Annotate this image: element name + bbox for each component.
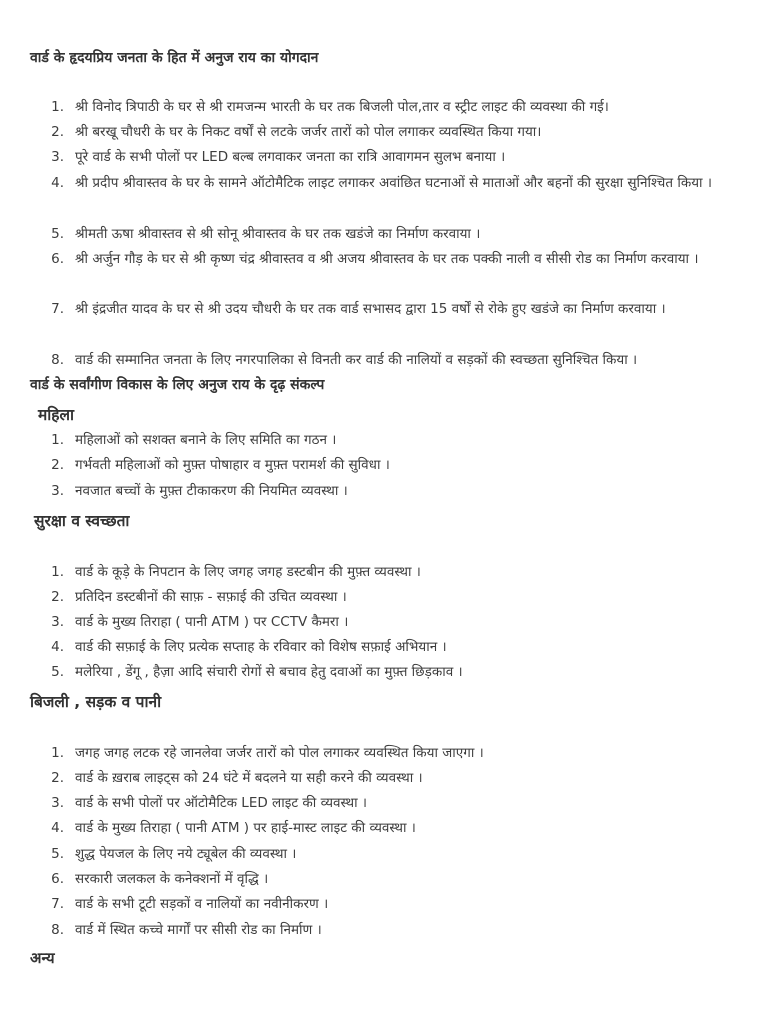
other-heading: अन्य <box>30 949 55 967</box>
list-item-text: गर्भवती महिलाओं को मुफ़्त पोषाहार व मुफ़्त परामर्श की सुविधा । <box>75 457 390 473</box>
list-item-text: श्रीमती ऊषा श्रीवास्तव से श्री सोनू श्रीवास्तव के घर तक खडंजे का निर्माण करवाया । <box>75 226 481 242</box>
utilities-section-title: बिजली , सड़क व पानी <box>30 693 162 711</box>
list-item-text: वार्ड के ख़राब लाइट्स को 24 घंटे में बदलने या सही करने की व्यवस्था । <box>75 770 423 786</box>
list-item-text: वार्ड की सफ़ाई के लिए प्रत्येक सप्ताह के रविवार को विशेष सफ़ाई अभियान । <box>75 639 447 655</box>
list-item-text: वार्ड के सभी टूटी सड़कों व नालियों का नवीनीकरण । <box>75 896 329 912</box>
list-item-text: श्री विनोद त्रिपाठी के घर से श्री रामजन्म भारती के घर तक बिजली पोल,तार व स्ट्रीट लाइट की व्यवस्था की गई। <box>75 99 609 115</box>
resolve-heading: वार्ड के सर्वांगीण विकास के लिए अनुज राय के दृढ़ संकल्प <box>30 377 325 393</box>
list-item-text: श्री बरखू चौधरी के घर के निकट वर्षों से लटके जर्जर तारों को पोल लगाकर व्यवस्थित किया गया। <box>75 124 542 140</box>
list-item-text: वार्ड में स्थित कच्चे मार्गों पर सीसी रोड का निर्माण । <box>75 922 322 938</box>
list-item-text: नवजात बच्चों के मुफ़्त टीकाकरण की नियमित व्यवस्था । <box>75 483 348 499</box>
list-item-text: वार्ड के सभी पोलों पर ऑटोमैटिक LED लाइट की व्यवस्था । <box>75 795 368 811</box>
list-item-text: जगह जगह लटक रहे जानलेवा जर्जर तारों को पोल लगाकर व्यवस्थित किया जाएगा । <box>75 745 484 761</box>
list-item-text: पूरे वार्ड के सभी पोलों पर LED बल्ब लगवाकर जनता का रात्रि आवागमन सुलभ बनाया । <box>75 149 506 165</box>
list-item-text: श्री इंद्रजीत यादव के घर से श्री उदय चौधरी के घर तक वार्ड सभासद द्वारा 15 वर्षों से रोके हुए खडंजे का निर्माण करवाया । <box>75 301 666 317</box>
list-item-text: श्री प्रदीप श्रीवास्तव के घर के सामने ऑटोमैटिक लाइट लगाकर अवांछित घटनाओं से माताओं और बहनों की सुरक्षा सुनिश्चित किया । <box>75 175 712 191</box>
list-item-text: वार्ड के मुख्य तिराहा ( पानी ATM ) पर हाई-मास्ट लाइट की व्यवस्था । <box>75 820 416 836</box>
list-item-text: महिलाओं को सशक्त बनाने के लिए समिति का गठन । <box>75 432 337 448</box>
document-page: वार्ड के हृदयप्रिय जनता के हित में अनुज राय का योगदान 1. श्री विनोद त्रिपाठी के घर से श्री रामजन्म भारती के घर तक बिजली पोल,तार व स्ट्रीट लाइट की व्यवस्था की गई। 2. श्री बरखू चौधरी के घर के निकट वर्षों से लटके जर्जर तारों को पोल लगाकर व्यवस्थित किया गया। 3. पूरे वार्ड के सभी पोलों पर LED बल्ब लगवाकर जनता का रात्रि आवागमन सुलभ बनाया । 4. श्री प्रदीप श्रीवास्तव के घर के सामने ऑटोमैटिक लाइट लगाकर अवांछित घटनाओं से माताओं और बहनों की सुरक्षा सुनिश्चित किया । 5. श्रीमती ऊषा श्रीवास्तव से श्री सोनू श्रीवास्तव के घर तक खडंजे का निर्माण करवाया । 6. श्री अर्जुन गौड़ के घर से श्री कृष्ण चंद्र श्रीवास्तव व श्री अजय श्रीवास्तव के घर तक पक्की नाली व सीसी रोड का निर्माण करवाया । 7. श्री इंद्रजीत यादव के घर से श्री उदय चौधरी के घर तक वार्ड सभासद द्वारा 15 वर्षों से रोके हुए खडंजे का निर्माण करवाया । 8. वार्ड की सम्मानित जनता के लिए नगरपालिका से विनती कर वार्ड की नालियों व सड़कों की स्वच्छता सुनिश्चित किया । वार्ड के सर्वांगीण विकास के लिए अनुज राय के दृढ़ संकल्प महिला 1. महिलाओं को सशक्त बनाने के लिए समिति का गठन । 2. गर्भवती महिलाओं को मुफ़्त पोषाहार व मुफ़्त परामर्श की सुविधा । 3. नवजात बच्चों के मुफ़्त टीकाकरण की नियमित व्यवस्था । सुरक्षा व स्वच्छता 1. वार्ड के कूड़े के निपटान के लिए जगह जगह डस्टबीन की मुफ़्त व्यवस्था । 2. प्रतिदिन डस्टबीनों की साफ़ - सफ़ाई की उचित व्यवस्था । 3. वार्ड के मुख्य तिराहा ( पानी ATM ) पर CCTV कैमरा । 4. वार्ड की सफ़ाई के लिए प्रत्येक सप्ताह के रविवार को विशेष सफ़ाई अभियान । 5. मलेरिया , डेंगू , हैज़ा आदि संचारी रोगों से बचाव हेतु दवाओं का मुफ़्त छिड़काव । बिजली , सड़क व पानी 1. जगह जगह लटक रहे जानलेवा जर्जर तारों को पोल लगाकर व्यवस्थित किया जाएगा । 2. वार्ड के ख़राब लाइट्स को 24 घंटे में बदलने या सही करने की व्यवस्था । 3. वार्ड के सभी पोलों पर ऑटोमैटिक LED लाइट की व्यवस्था । 4. वार्ड के मुख्य तिराहा ( पानी ATM ) पर हाई-मास्ट लाइट की व्यवस्था । 5. शुद्ध पेयजल के लिए नये ट्यूबेल की व्यवस्था । 6. सरकारी जलकल के कनेक्शनों में वृद्धि । 7. वार्ड के सभी टूटी सड़कों व नालियों का नवीनीकरण । 8. वार्ड में स्थित कच्चे मार्गों पर सीसी रोड का निर्माण । अन्य <box>0 0 768 1024</box>
list-item-text: शुद्ध पेयजल के लिए नये ट्यूबेल की व्यवस्था । <box>75 846 297 862</box>
list-item-text: वार्ड के मुख्य तिराहा ( पानी ATM ) पर CCTV कैमरा । <box>75 614 349 630</box>
list-item-text: प्रतिदिन डस्टबीनों की साफ़ - सफ़ाई की उचित व्यवस्था । <box>75 589 347 605</box>
list-item-text: श्री अर्जुन गौड़ के घर से श्री कृष्ण चंद्र श्रीवास्तव व श्री अजय श्रीवास्तव के घर तक पक्की नाली व सीसी रोड का निर्माण करवाया । <box>75 251 699 267</box>
list-item-text: वार्ड के कूड़े के निपटान के लिए जगह जगह डस्टबीन की मुफ़्त व्यवस्था । <box>75 564 421 580</box>
safety-section-title: सुरक्षा व स्वच्छता <box>34 512 130 530</box>
list-item-text: मलेरिया , डेंगू , हैज़ा आदि संचारी रोगों से बचाव हेतु दवाओं का मुफ़्त छिड़काव । <box>75 664 463 680</box>
list-item-text: वार्ड की सम्मानित जनता के लिए नगरपालिका से विनती कर वार्ड की नालियों व सड़कों की स्वच्छता सुनिश्चित किया । <box>75 352 638 368</box>
contribution-heading: वार्ड के हृदयप्रिय जनता के हित में अनुज राय का योगदान <box>30 50 319 66</box>
list-item-text: सरकारी जलकल के कनेक्शनों में वृद्धि । <box>75 871 269 887</box>
women-section-title: महिला <box>38 406 75 424</box>
